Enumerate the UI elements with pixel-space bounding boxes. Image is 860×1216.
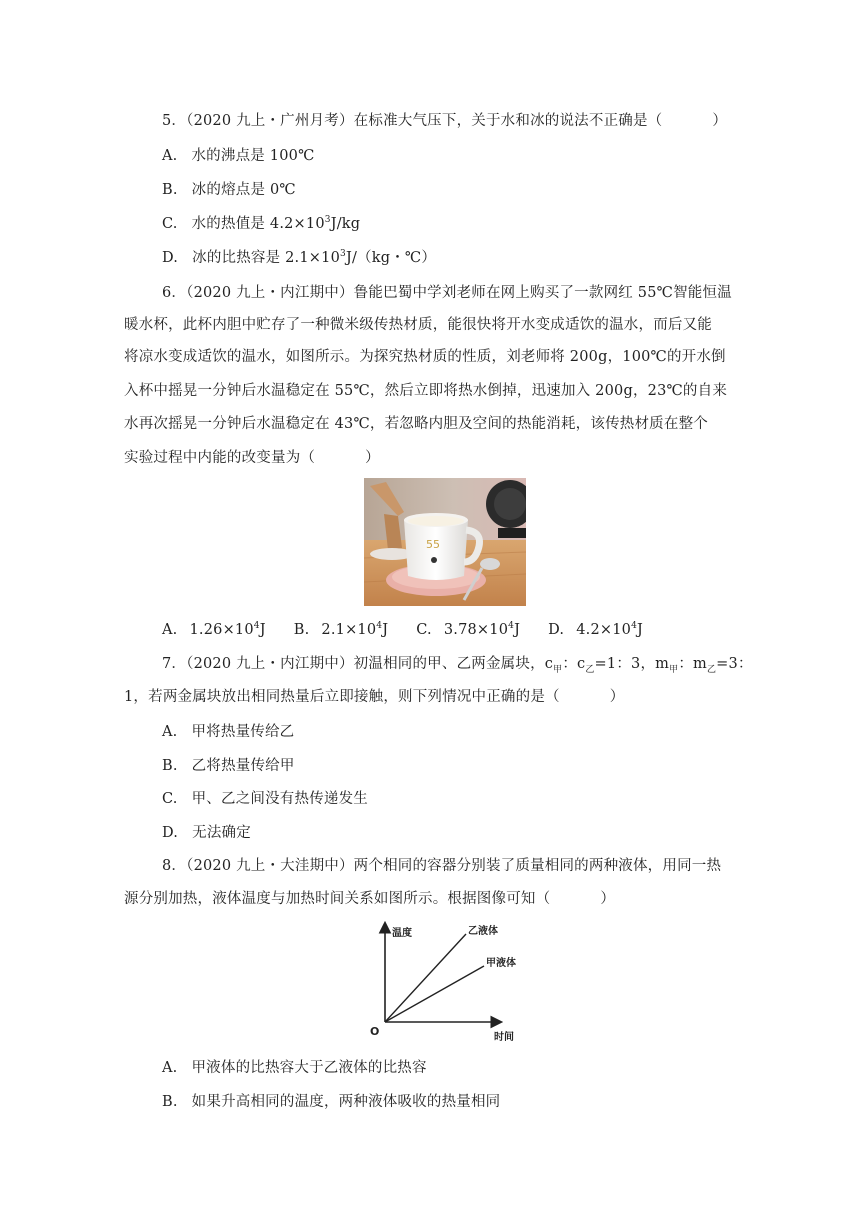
question-6-line-2: 暖水杯，此杯内胆中贮存了一种微米级传热材质，能很快将开水变成适饮的温水，而后又能: [124, 317, 712, 333]
option-letter: D.: [162, 825, 179, 841]
question-8-line-2: [124, 889, 615, 909]
option-letter: A.: [162, 724, 178, 740]
option-text: 4.2×10: [576, 622, 632, 638]
option-unit: J: [259, 622, 266, 638]
option-letter: A.: [162, 148, 178, 164]
option-letter: C.: [162, 791, 178, 807]
option-letter: B.: [162, 758, 178, 774]
q5-option-b: [162, 180, 296, 200]
line-yi-label: 乙液体: [468, 926, 498, 937]
option-letter: C.: [416, 622, 432, 638]
option-letter: B.: [162, 1094, 178, 1110]
option-letter: D.: [162, 250, 179, 266]
subscript: 乙: [585, 664, 595, 675]
q8-option-a: [162, 1058, 427, 1078]
option-text: 水的沸点是 100℃: [191, 148, 315, 164]
mug-label: 55: [426, 538, 440, 551]
q5-option-c: [162, 214, 360, 234]
question-7-line-2: [124, 687, 624, 707]
option-letter: A.: [162, 622, 178, 638]
option-exponent: 3: [324, 215, 331, 226]
option-exponent: 4: [253, 621, 260, 632]
line-yi-liquid: [385, 934, 466, 1022]
option-exponent: 4: [631, 621, 638, 632]
question-7-text: =3：: [716, 656, 753, 672]
question-8-text: 源分别加热，液体温度与加热时间关系如图所示。根据图像可知（: [124, 891, 551, 907]
question-8-line-1: 8．（2020 九上・大洼期中）两个相同的容器分别装了质量相同的两种液体，用同一热: [162, 858, 722, 874]
close-paren: ）: [365, 450, 380, 466]
question-7-text: =1：3，m: [594, 656, 670, 672]
option-text: 无法确定: [192, 825, 251, 841]
q5-option-d: [162, 248, 436, 268]
question-5-stem: [162, 111, 727, 131]
question-7-text: ：c: [562, 656, 586, 672]
option-text: 3.78×10: [443, 622, 509, 638]
close-paren: ）: [609, 689, 625, 705]
subscript: 甲: [553, 664, 563, 675]
q6-options: [162, 620, 643, 640]
question-6-text: 实验过程中内能的改变量为（: [124, 450, 316, 466]
question-5-text: 5．（2020 九上・广州月考）在标准大气压下，关于水和冰的说法不正确是（: [162, 113, 663, 129]
subscript: 乙: [706, 664, 717, 675]
q7-option-d: [162, 823, 251, 843]
option-text: 1.26×10: [189, 622, 254, 638]
option-letter: C.: [162, 216, 178, 232]
subscript: 甲: [669, 664, 679, 675]
option-unit: J: [514, 622, 521, 638]
option-text: 甲将热量传给乙: [191, 724, 295, 740]
option-text: 乙将热量传给甲: [191, 758, 295, 774]
y-axis-label: 温度: [392, 928, 412, 939]
option-letter: B.: [162, 182, 178, 198]
option-text: 甲、乙之间没有热传递发生: [191, 791, 368, 807]
close-paren: ）: [712, 113, 728, 129]
option-text: 2.1×10: [321, 622, 377, 638]
question-7-text: ：m: [678, 656, 707, 672]
question-6-line-1: 6．（2020 九上・内江期中）鲁能巴蜀中学刘老师在网上购买了一款网红 55℃智能恒温: [162, 285, 732, 301]
option-exponent: 4: [376, 621, 383, 632]
question-6-line-6: [124, 448, 380, 468]
origin-label: O: [370, 1025, 380, 1038]
line-jia-label: 甲液体: [486, 958, 516, 969]
x-axis-label: 时间: [494, 1032, 514, 1043]
q7-option-c: [162, 789, 368, 809]
option-letter: B.: [293, 622, 310, 638]
q7-option-a: [162, 722, 294, 742]
question-6-line-5: 水再次摇晃一分钟后水温稳定在 43℃，若忽略内胆及空间的热能消耗，该传热材质在整个: [124, 416, 708, 432]
temperature-time-graph: [366, 918, 530, 1044]
q8-option-b: [162, 1092, 500, 1112]
question-6-line-4: 入杯中摇晃一分钟后水温稳定在 55℃，然后立即将热水倒掉，迅速加入 200g，23℃的自来: [124, 383, 728, 399]
question-7-line-1: [162, 654, 753, 674]
option-exponent: 4: [508, 621, 515, 632]
option-text: 冰的熔点是 0℃: [191, 182, 296, 198]
question-6-line-3: 将凉水变成适饮的温水，如图所示。为探究热材质的性质，刘老师将 200g，100℃的开水倒: [124, 349, 726, 365]
option-unit: J/（kg・℃）: [345, 250, 437, 266]
option-unit: J/kg: [330, 216, 361, 232]
q5-option-a: [162, 146, 315, 166]
option-exponent: 3: [340, 249, 346, 260]
option-text: 冰的比热容是 2.1×10: [192, 250, 340, 266]
line-jia-liquid: [385, 966, 484, 1022]
option-letter: A.: [162, 1060, 178, 1076]
smart-mug-photo: [364, 478, 526, 606]
option-unit: J: [382, 622, 389, 638]
option-letter: D.: [548, 622, 565, 638]
option-text: 如果升高相同的温度，两种液体吸收的热量相同: [191, 1094, 501, 1110]
q7-option-b: [162, 756, 295, 776]
question-7-text: 7．（2020 九上・内江期中）初温相同的甲、乙两金属块，c: [162, 656, 554, 672]
question-7-text: 1，若两金属块放出相同热量后立即接触，则下列情况中正确的是（: [124, 689, 560, 705]
option-unit: J: [637, 622, 644, 638]
close-paren: ）: [600, 891, 616, 907]
option-text: 甲液体的比热容大于乙液体的比热容: [191, 1060, 427, 1076]
option-text: 水的热值是 4.2×10: [191, 216, 325, 232]
